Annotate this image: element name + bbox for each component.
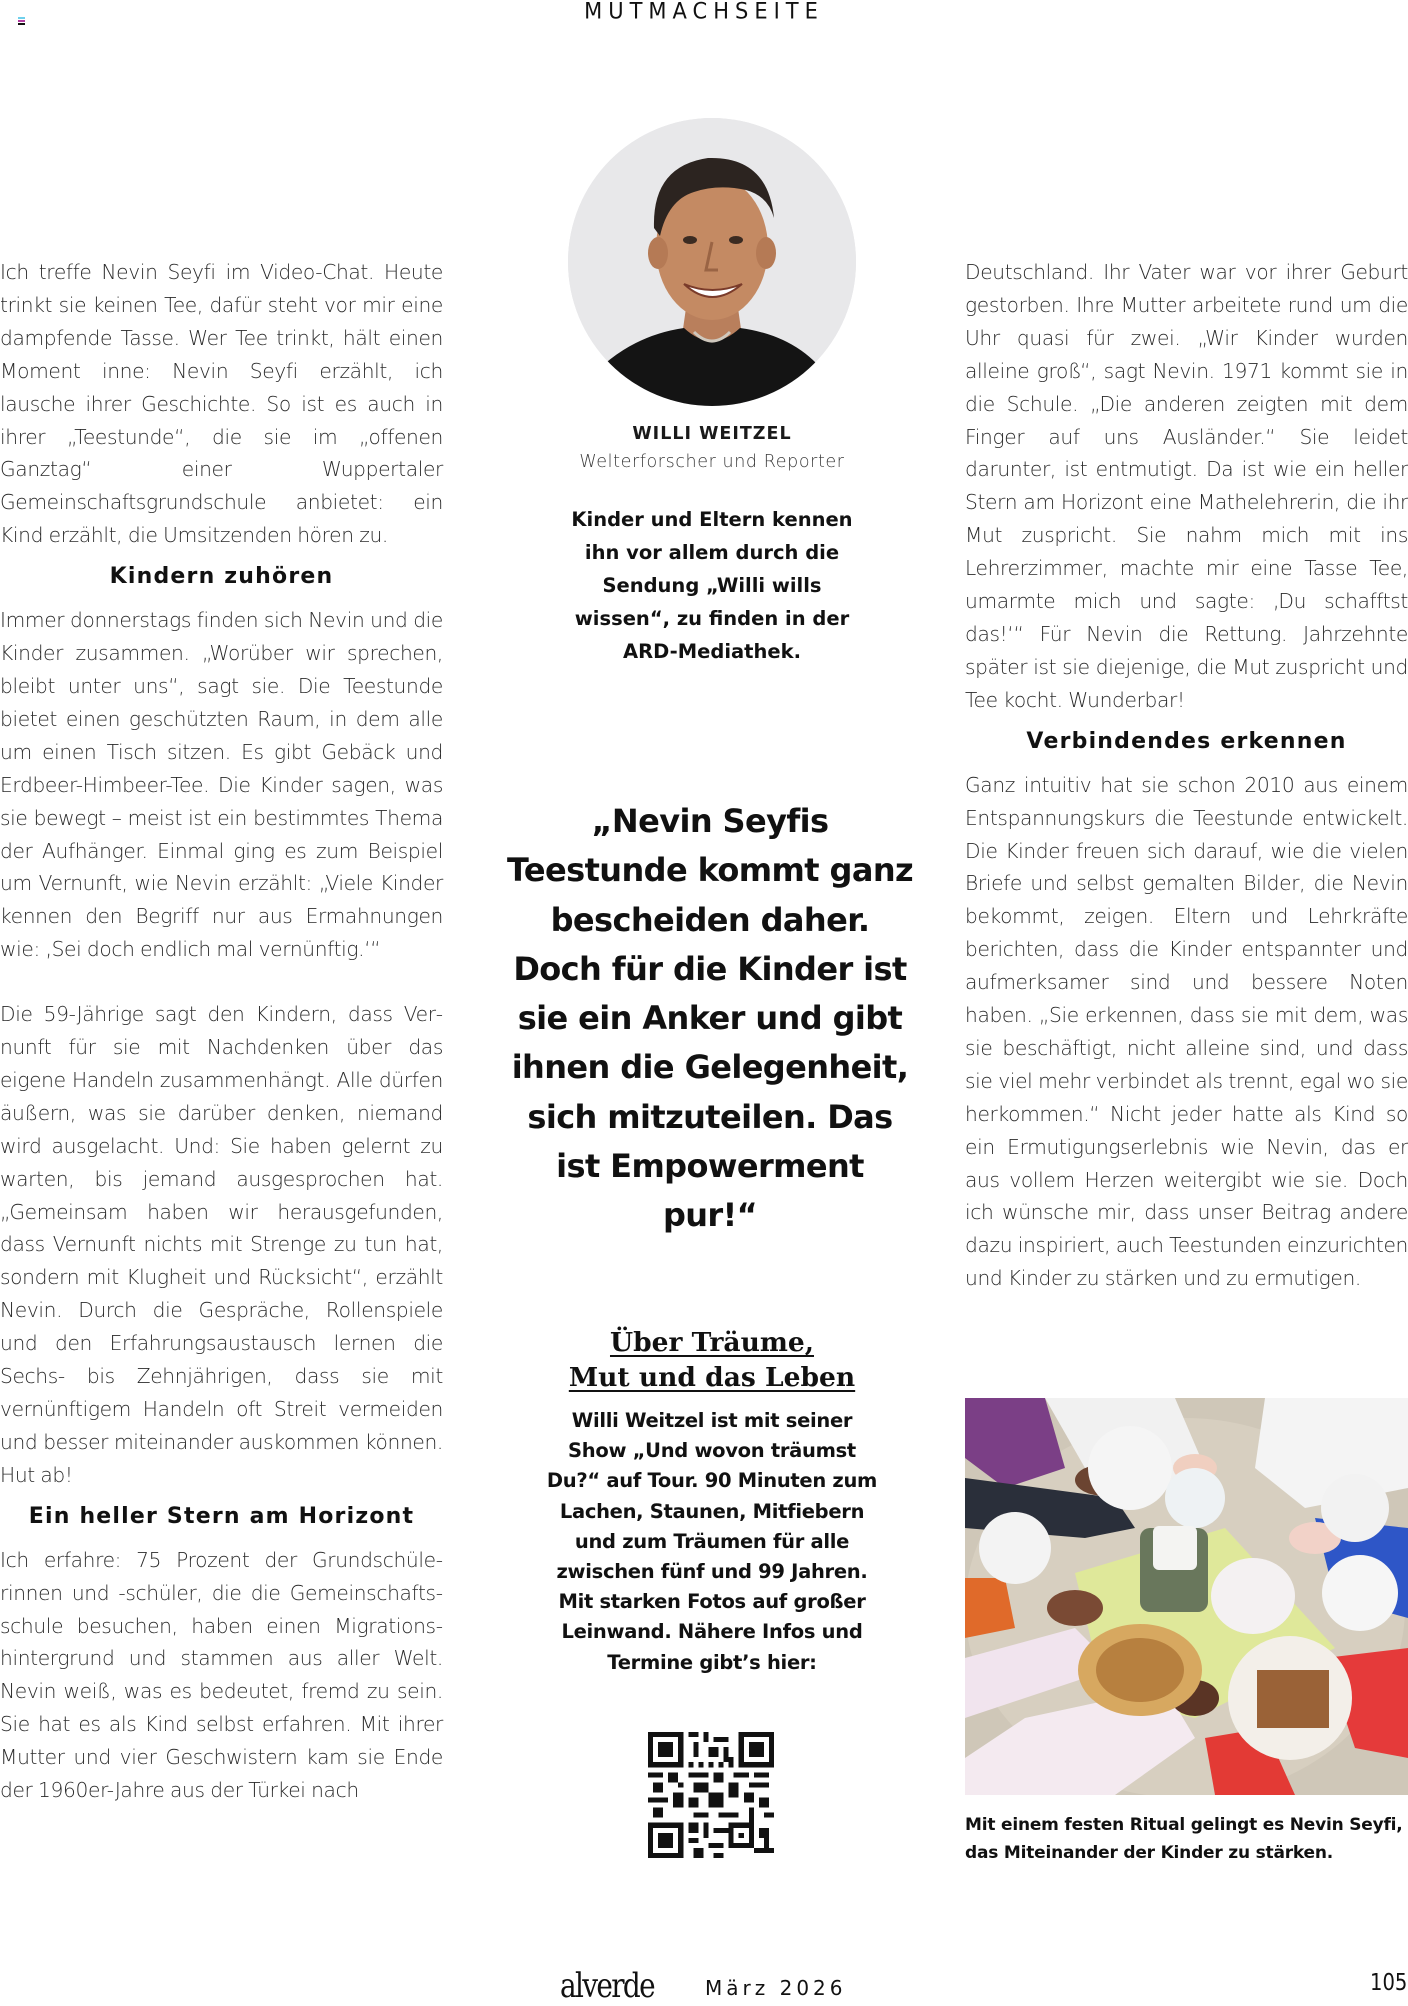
info-box-heading-line-2: Mut und das Leben bbox=[568, 1362, 856, 1393]
children-tea-table-image-icon bbox=[965, 1398, 1408, 1795]
bio-block bbox=[560, 421, 864, 668]
issue-date: März 2026 bbox=[705, 1976, 847, 2000]
person-portrait-icon bbox=[568, 118, 856, 406]
photo-caption: Mit einem festen Ritual gelingt es Nevin Seyfi, das Miteinander der Kinder zu stärken. bbox=[965, 1815, 1403, 1863]
paragraph-deutschland: Deutschland. Ihr Vater war vor ihrer Geburt gestorben. Ihre Mutter arbeitete rund um die Uhr quasi für zwei. „Wir Kinder wurden alleine groß“, sagt Nevin. 1971 kommt sie in die Schule. „Die anderen zeigten mit dem Finger auf uns Ausländer.“ Sie leidet darunter, ist entmutigt. Da ist wie ein heller Stern am Horizont eine Mathelehrerin, die ihr Mut zuspricht. Sie nahm mich mit ins Lehrerzimmer, machte mir eine Tasse Tee, umarmte mich und sagte: ‚Du schafftst das!‘“ Für Nevin die Rettung. Jahrzehnte später ist sie diejenige, die Mut zuspricht und Tee kocht. Wunderbar! bbox=[965, 260, 1408, 712]
paragraph-vernunft: Die 59-Jährige sagt den Kindern, dass Vernunft für sie mit Nachdenken über das eigene Handeln zusammenhängt. Alle dürfen äußern, was sie darüber denken, niemand wird ausgelacht. Und: Sie haben gelernt zu warten, bis jemand ausgesprochen hat. „Gemeinsam haben wir herausgefunden, dass Vernunft nichts mit Strenge zu tun hat, sondern mit Klugheit und Rücksicht“, erzählt Nevin. Durch die Gespräche, Rollenspiele und den Erfahrungsaustausch lernen die Sechs- bis Zehnjährigen, dass sie mit vernünftigem Handeln oft Streit vermeiden und besser miteinander auskommen können. Hut ab! bbox=[0, 1002, 443, 1487]
qr-code-icon[interactable] bbox=[648, 1732, 774, 1858]
portrait-willi-weitzel bbox=[568, 118, 856, 406]
subheading-verbindendes-erkennen: Verbindendes erkennen bbox=[1026, 728, 1347, 754]
paragraph-verbindendes: Ganz intuitiv hat sie schon 2010 aus einem Entspannungskurs die Teestunde entwickelt. Die Kinder freuen sich darauf, wie die vielen Briefe und selbst gemalten Bilder, die Nevin bekommt, zeigen. Eltern und Lehrkräfte berichten, dass die Kinder entspannter und aufmerksamer sind und bessere Noten haben. „Sie erkennen, dass sie mit dem, was sie beschäftigt, nicht alleine sind, und dass sie viel mehr verbindet als trennt, egal wo sie herkommen.“ Nicht jeder hatte als Kind so ein Ermutigungserlebnis wie Nevin, das er aus vollem Herzen weitergibt wie sie. Doch ich wünsche mir, dass unser Beitrag andere dazu inspiriert, auch Teestunden einzurichten und Kinder zu stärken und zu ermutigen. bbox=[965, 772, 1408, 1291]
subheading-kindern-zuhoeren: Kindern zuhören bbox=[109, 564, 334, 590]
bio-description: Kinder und Eltern kennen ihn vor allem durch die Sendung „Willi wills wissen“, zu finden in der ARD-Mediathek. bbox=[571, 508, 853, 663]
info-box-body: Willi Weitzel ist mit seiner Show „Und wovon träumst Du?“ auf Tour. 90 Minuten zum Lachen, Staunen, Mitfiebern und zum Träumen für alle zwischen fünf und 99 Jahren. Mit starken Fotos auf großer Leinwand. Nähere Infos und Termine gibt’s hier: bbox=[546, 1409, 878, 1674]
info-box-heading-line-1: Über Träume, bbox=[609, 1327, 814, 1358]
article-right-column bbox=[965, 256, 1408, 1295]
bio-name: WILLI WEITZEL bbox=[632, 424, 792, 444]
pull-quote: „Nevin Seyfis Teestunde kommt ganz bescheiden daher. Doch für die Kinder ist sie ein Anker und gibt ihnen die Gelegenheit, sich mitzuteilen. Das ist Empowerment pur!“ bbox=[506, 802, 914, 1235]
tea-ritual-photo bbox=[965, 1398, 1408, 1795]
page-number: 105 bbox=[1370, 1970, 1408, 1996]
section-title: MUTMACHSEITE bbox=[584, 0, 824, 24]
subheading-heller-stern: Ein heller Stern am Horizont bbox=[28, 1503, 415, 1529]
article-left-column bbox=[0, 256, 443, 1807]
magazine-brand-logo: alverde bbox=[560, 1966, 654, 2006]
bio-role: Welterforscher und Reporter bbox=[579, 452, 845, 472]
intro-paragraph: Ich treffe Nevin Seyfi im Video-Chat. Heute trinkt sie keinen Tee, dafür steht vor mir eine dampfende Tasse. Wer Tee trinkt, hält einen Moment inne: Nevin Seyfi erzählt, ich lausche ihrer Geschichte. So ist es auch in ihrer „Teestunde“, die sie im „offenen Ganztag“ einer Wuppertaler Gemeinschaftsgrundschule anbietet: ein Kind erzählt, die Umsitzenden hören zu. bbox=[0, 260, 443, 548]
paragraph-migration: Ich erfahre: 75 Prozent der Grundschülerinnen und -schüler, die die Gemeinschaftsschule besuchen, haben einen Migrationshintergrund und stammen aus aller Welt. Nevin weiß, was es bedeutet, fremd zu sein. Sie hat es als Kind selbst erfahren. Mit ihrer Mutter und vier Geschwistern kam sie Ende der 1960er-Jahre aus der Türkei nach bbox=[0, 1547, 443, 1803]
info-box-heading bbox=[540, 1325, 884, 1395]
paragraph-teestunde: Immer donnerstags finden sich Nevin und die Kinder zusammen. „Worüber wir sprechen, bleibt unter uns“, sagt sie. Die Teestunde bietet einen geschützten Raum, in dem alle um einen Tisch sitzen. Es gibt Gebäck und Erdbeer-Himbeer-Tee. Die Kinder sagen, was sie bewegt – meist ist ein bestimmtes Thema der Aufhänger. Einmal ging es zum Beispiel um Vernunft, wie Nevin erzählt: „Viele Kinder kennen den Begriff nur aus Ermahnungen wie: ‚Sei doch endlich mal vernünftig.‘“ bbox=[0, 608, 443, 962]
